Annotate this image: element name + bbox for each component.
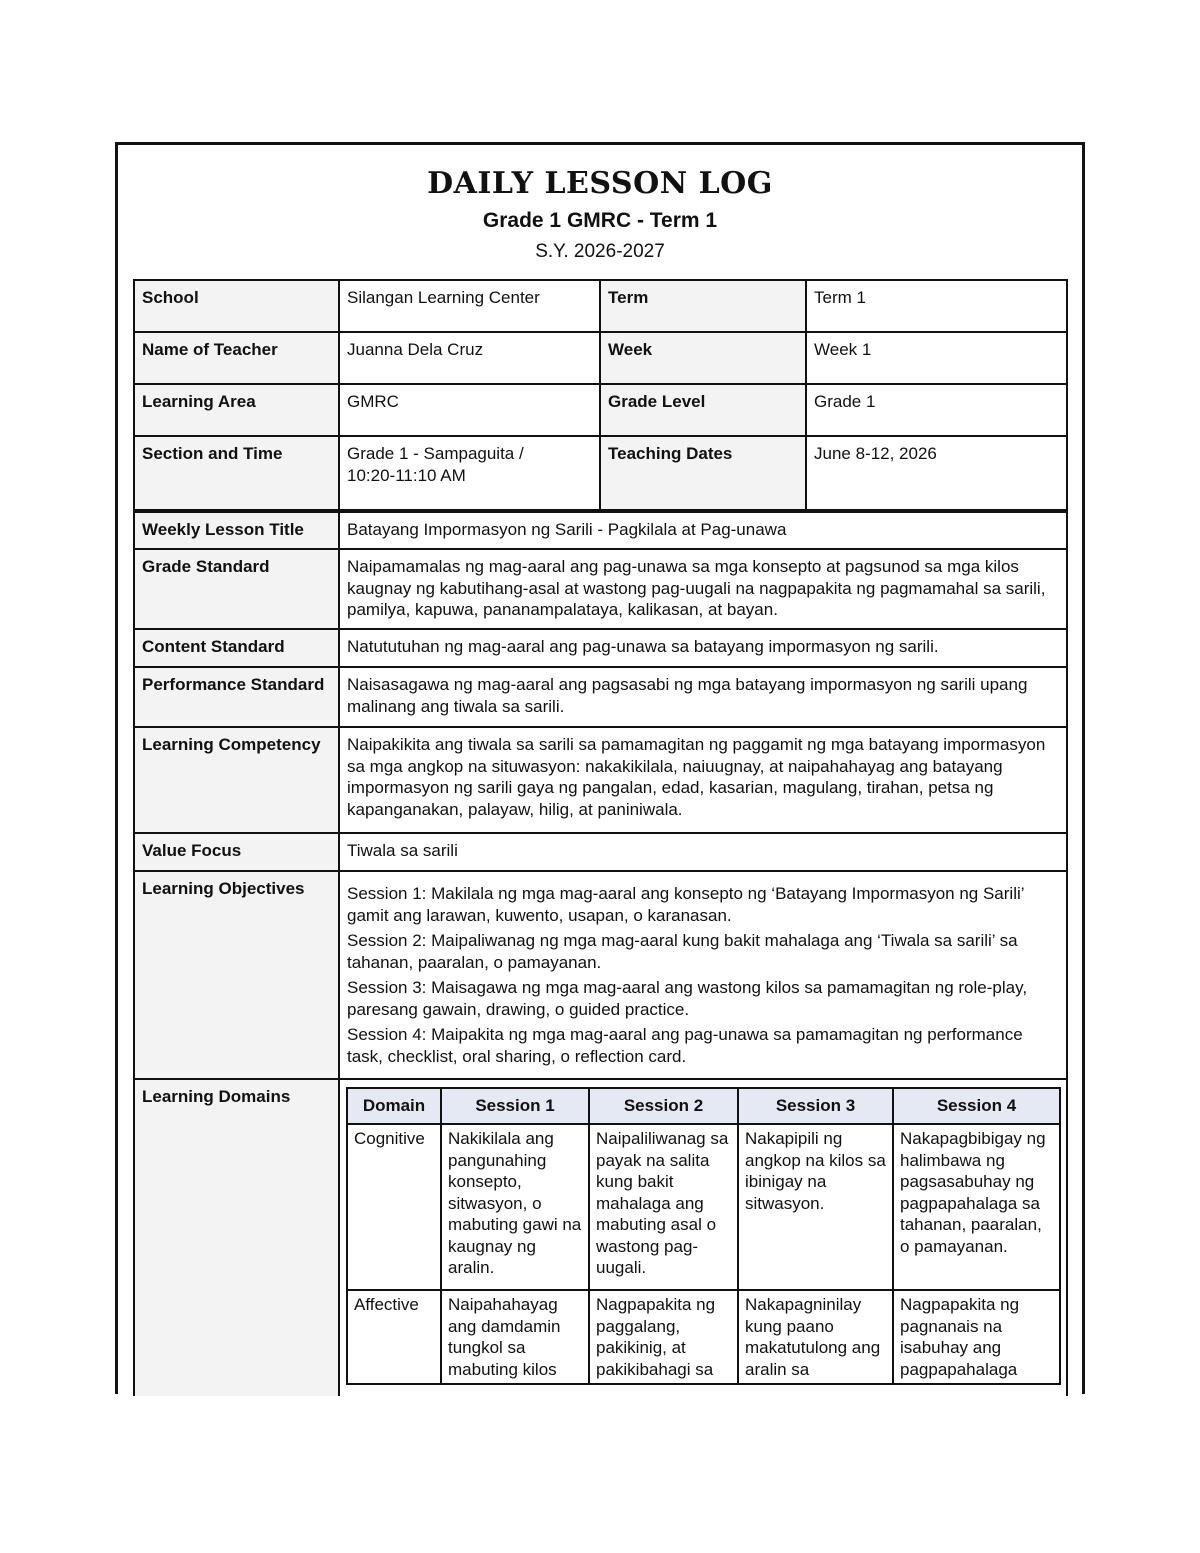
school-year: S.Y. 2026-2027 (535, 241, 665, 262)
affective-session-3: Nakapagninilay kung paano makatutulong ang aralin sa (738, 1290, 893, 1384)
cognitive-session-4: Nakapagbibigay ng halimbawa ng pagsasabuhay ng pagpapahalaga sa tahanan, paaralan, o pamayanan. (893, 1124, 1060, 1290)
lesson-title-value: Batayang Impormasyon ng Sarili - Pagkilala at Pag-unawa (338, 511, 1068, 550)
document-subtitle: Grade 1 GMRC - Term 1 (482, 209, 718, 232)
grade-standard-value: Naipamamalas ng mag-aaral ang pag-unawa sa mga konsepto at pagsunod sa mga kilos kaugnay ng kabutihang-asal at wastong pag-uugali na nagpapakita ng pagmamahal sa sarili, pamilya, kapuwa, pananampalataya, kalikasan, at bayan. (338, 548, 1068, 630)
area-value: GMRC (338, 383, 601, 437)
week-value: Week 1 (805, 331, 1068, 385)
teacher-value: Juanna Dela Cruz (338, 331, 601, 385)
domain-cognitive: Cognitive (347, 1124, 441, 1290)
objective-session-4: Session 4: Maipakita ng mga mag-aaral ang pag-unawa sa pamamagitan ng performance task, checklist, oral sharing, o reflection card. (347, 1025, 1023, 1066)
dates-value: June 8-12, 2026 (805, 435, 1068, 511)
cognitive-session-1: Nakikilala ang pangunahing konsepto, sitwasyon, o mabuting gawi na kaugnay ng aralin. (441, 1124, 589, 1290)
section-value: Grade 1 - Sampaguita / 10:20-11:10 AM (338, 435, 601, 511)
learning-domains-table (346, 1087, 1061, 1385)
learning-competency-label: Learning Competency (133, 726, 340, 834)
term-label: Term (599, 279, 807, 333)
learning-domains-label: Learning Domains (133, 1078, 340, 1396)
value-focus-label: Value Focus (133, 832, 340, 872)
school-label: School (133, 279, 340, 333)
area-label: Learning Area (133, 383, 340, 437)
document-title: DAILY LESSON LOG (427, 166, 773, 201)
cognitive-session-3: Nakapipili ng angkop na kilos sa ibinigay na sitwasyon. (738, 1124, 893, 1290)
grade-standard-label: Grade Standard (133, 548, 340, 630)
learning-competency-value: Naipakikita ang tiwala sa sarili sa pamamagitan ng paggamit ng mga batayang impormasyon sa mga angkop na situwasyon: nakakikilala, naiuugnay, at naipahahayag ang batayang impormasyon ng sarili gaya ng pangalan, edad, kasarian, magulang, tirahan, petsa ng kapanganakan, palayaw, hilig, at paniniwala. (338, 726, 1068, 834)
teacher-label: Name of Teacher (133, 331, 340, 385)
objective-session-3: Session 3: Maisagawa ng mga mag-aaral ang wastong kilos sa pamamagitan ng role-play, paresang gawain, drawing, o guided practice. (347, 978, 1028, 1019)
grade-level-label: Grade Level (599, 383, 807, 437)
learning-objectives-label: Learning Objectives (133, 870, 340, 1080)
section-label: Section and Time (133, 435, 340, 511)
header-domain: Domain (347, 1088, 441, 1124)
term-value: Term 1 (805, 279, 1068, 333)
learning-objectives-value (338, 870, 1068, 1080)
content-standard-value: Natututuhan ng mag-aaral ang pag-unawa sa batayang impormasyon ng sarili. (338, 628, 1068, 668)
domain-affective: Affective (347, 1290, 441, 1384)
header-session-2: Session 2 (589, 1088, 738, 1124)
header-session-3: Session 3 (738, 1088, 893, 1124)
cognitive-session-2: Naipaliliwanag sa payak na salita kung bakit mahalaga ang mabuting asal o wastong pag-uugali. (589, 1124, 738, 1290)
affective-session-2: Nagpapakita ng paggalang, pakikinig, at pakikibahagi sa (589, 1290, 738, 1384)
header-session-1: Session 1 (441, 1088, 589, 1124)
performance-standard-value: Naisasagawa ng mag-aaral ang pagsasabi ng mga batayang impormasyon ng sarili upang malinang ang tiwala sa sarili. (338, 666, 1068, 728)
dates-label: Teaching Dates (599, 435, 807, 511)
objective-session-1: Session 1: Makilala ng mga mag-aaral ang konsepto ng ‘Batayang Impormasyon ng Sarili’ gamit ang larawan, kuwento, usapan, o karanasan. (347, 884, 1024, 925)
week-label: Week (599, 331, 807, 385)
value-focus-value: Tiwala sa sarili (338, 832, 1068, 872)
lesson-title-label: Weekly Lesson Title (133, 511, 340, 550)
affective-session-4: Nagpapakita ng pagnanais na isabuhay ang pagpapahalaga (893, 1290, 1060, 1384)
performance-standard-label: Performance Standard (133, 666, 340, 728)
domains-header-row (347, 1088, 1060, 1124)
objective-session-2: Session 2: Maipaliwanag ng mga mag-aaral kung bakit mahalaga ang ‘Tiwala sa sarili’ sa tahanan, paaralan, o pamayanan. (347, 931, 1018, 972)
table-row (347, 1290, 1060, 1384)
content-standard-label: Content Standard (133, 628, 340, 668)
affective-session-1: Naipahahayag ang damdamin tungkol sa mabuting kilos (441, 1290, 589, 1384)
header-session-4: Session 4 (893, 1088, 1060, 1124)
table-row (347, 1124, 1060, 1290)
grade-level-value: Grade 1 (805, 383, 1068, 437)
school-value: Silangan Learning Center (338, 279, 601, 333)
